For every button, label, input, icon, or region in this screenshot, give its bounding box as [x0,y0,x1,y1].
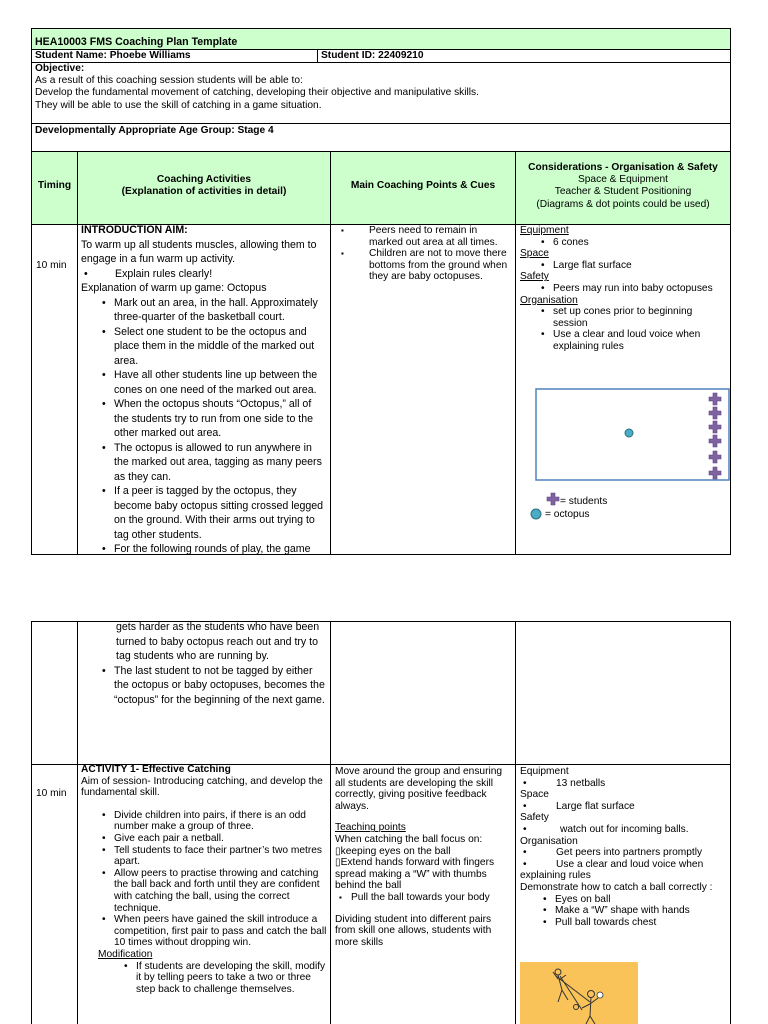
objective-line: As a result of this coaching session students will be able to: [35,75,303,87]
objective-label: Objective: [35,63,85,74]
age-group: Developmentally Appropriate Age Group: Stage 4 [35,125,274,136]
demonstrate-item: • Make a “W” shape with hands [540,905,728,917]
objective-block [35,63,725,112]
continued-text: gets harder as the students who have been turned to baby octopus reach out and try to tag students who are running by. [116,621,320,662]
teaching-points-label: Teaching points [335,822,406,834]
catching-illustration [520,962,638,1024]
octopus-marker [625,429,633,437]
activity1-bullet: • Allow peers to practise throwing and catching the ball back and forth until they are confident with catching the ball, using the correct technique. [99,868,327,914]
organisation-label: Organisation [520,294,578,306]
activity1-bullet: • Give each pair a netball. [99,833,327,845]
header-considerations-line: (Diagrams & dot points could be used) [536,198,710,210]
space-label: Space [520,248,549,260]
activity1-bullet: • When peers have gained the skill introduce a competition, first pair to pass and catch the ball 10 times without dropping win. [99,914,327,949]
organisation-label-2: Organisation [520,835,578,847]
cues-cell [337,225,512,283]
equipment-label-2: Equipment [520,766,569,777]
objective-line: They will be able to use the skill of catching in a game situation. [35,99,322,111]
activity1-aim: Aim of session- Introducing catching, and develop the fundamental skill. [81,775,323,799]
header-considerations-line: Teacher & Student Positioning [554,186,692,198]
header-activities [78,174,330,198]
legend-octopus: = octopus [545,509,590,520]
warmup-bullet: • If a peer is tagged by the octopus, they become baby octopus sitting crossed legged on the ground. With their arms out trying to tag other students. [99,484,327,542]
demonstrate-item: • Eyes on ball [540,894,728,906]
legend-students: = students [560,496,608,507]
considerations-cell [520,225,728,353]
header-timing: Timing [37,180,72,191]
teaching-bullet: ▪ Pull the ball towards your body [335,892,512,904]
organisation-item: • Use a clear and loud voice when explaining rules [538,329,728,352]
safety-label-2: Safety [520,812,549,824]
header-considerations-line: Space & Equipment [577,174,669,186]
template-title: HEA10003 FMS Coaching Plan Template [35,36,238,48]
space-label-2: Space [520,789,549,801]
student-id: Student ID: 22409210 [321,50,424,61]
equipment-item-2: • 13 netballs [520,778,728,790]
header-activities-line: Coaching Activities [156,174,252,185]
cues-outro: Dividing student into different pairs from skill one allows, students with more skills [335,913,492,948]
equipment-item: • 6 cones [538,237,728,249]
teaching-points-intro: When catching the ball focus on: [335,833,483,845]
cue-item: ▪ Peers need to remain in marked out area at all times. [337,225,512,248]
modification-item: • If students are developing the skill, modify it by telling peers to take a two or three step back to challenge themselves. [104,961,327,996]
organisation-item-2: • Get peers into partners promptly [520,847,728,859]
warmup-label: Explanation of warm up game: Octopus [81,282,267,294]
warmup-bullet: • Have all other students line up between the cones on one need of the marked out area. [99,368,327,397]
demonstrate-item: • Pull ball towards chest [540,917,728,929]
demonstrate-label: Demonstrate how to catch a ball correctly : [520,881,713,893]
timing-cell-2: 10 min [36,788,67,799]
header-activities-line: (Explanation of activities in detail) [121,186,287,198]
continued-bullet: • The last student to not be tagged by either the octopus or baby octopuses, becomes the “octopus” for the beginning of the next game. [99,664,327,708]
warmup-bullet: • Select one student to be the octopus and place them in the middle of the marked out area. [99,325,327,369]
intro-title: INTRODUCTION AIM: [81,224,188,236]
header-considerations-line: Considerations - Organisation & Safety [528,162,718,173]
activity1-bullet: • Tell students to face their partner’s two metres apart. [99,845,327,868]
space-item-2: • Large flat surface [520,801,728,813]
objective-line: Develop the fundamental movement of catching, developing their objective and manipulative skills. [35,87,479,99]
safety-label: Safety [520,271,549,283]
cue-item: ▪ Children are not to move there bottoms from the ground when they are baby octopuses. [337,248,512,283]
warmup-bullet: • The octopus is allowed to run anywhere in the marked out area, tagging as many peers as they can. [99,441,327,485]
timing-cell: 10 min [36,260,67,271]
header-considerations [516,162,730,211]
intro-aim: To warm up all students muscles, allowing them to engage in a fun warm up activity. [81,238,317,265]
safety-item: • Peers may run into baby octopuses [538,283,728,295]
organisation-item: • set up cones prior to beginning session [538,306,728,329]
space-item: • Large flat surface [538,260,728,272]
warmup-bullet: • When the octopus shouts “Octopus,” all of the students try to run from one side to the other marked out area. [99,397,327,441]
equipment-label: Equipment [520,225,569,236]
activities-cell [81,223,327,557]
legend-student-icon [547,493,559,505]
safety-item-2: • watch out for incoming balls. [520,824,728,836]
warmup-bullet: • Mark out an area, in the hall. Approximately three-quarter of the basketball court. [99,296,327,325]
cues-intro: Move around the group and ensuring all students are developing the skill correctly, giving positive feedback always. [335,766,503,812]
teaching-point: ▯Extend hands forward with fingers spread making a “W” with thumbs behind the ball [335,857,495,892]
organisation-item-2: • Use a clear and loud voice when explaining rules [520,859,728,882]
teaching-point: ▯keeping eyes on the ball [335,845,451,857]
considerations-cell-2 [520,766,728,928]
cues-cell-2 [335,766,512,948]
warmup-bullet: • For the following rounds of play, the game [99,542,327,557]
header-cues: Main Coaching Points & Cues [350,180,496,191]
activity1-bullet: • Divide children into pairs, if there is an odd number make a group of three. [99,810,327,833]
continued-activities [81,620,327,707]
modification-label: Modification [98,948,153,960]
activity1-title: ACTIVITY 1- Effective Catching [81,764,231,775]
legend-octopus-icon [531,509,541,519]
intro-bullet: • Explain rules clearly! [81,267,327,282]
student-name: Student Name: Phoebe Williams [35,50,191,61]
activity1-cell [81,764,327,995]
